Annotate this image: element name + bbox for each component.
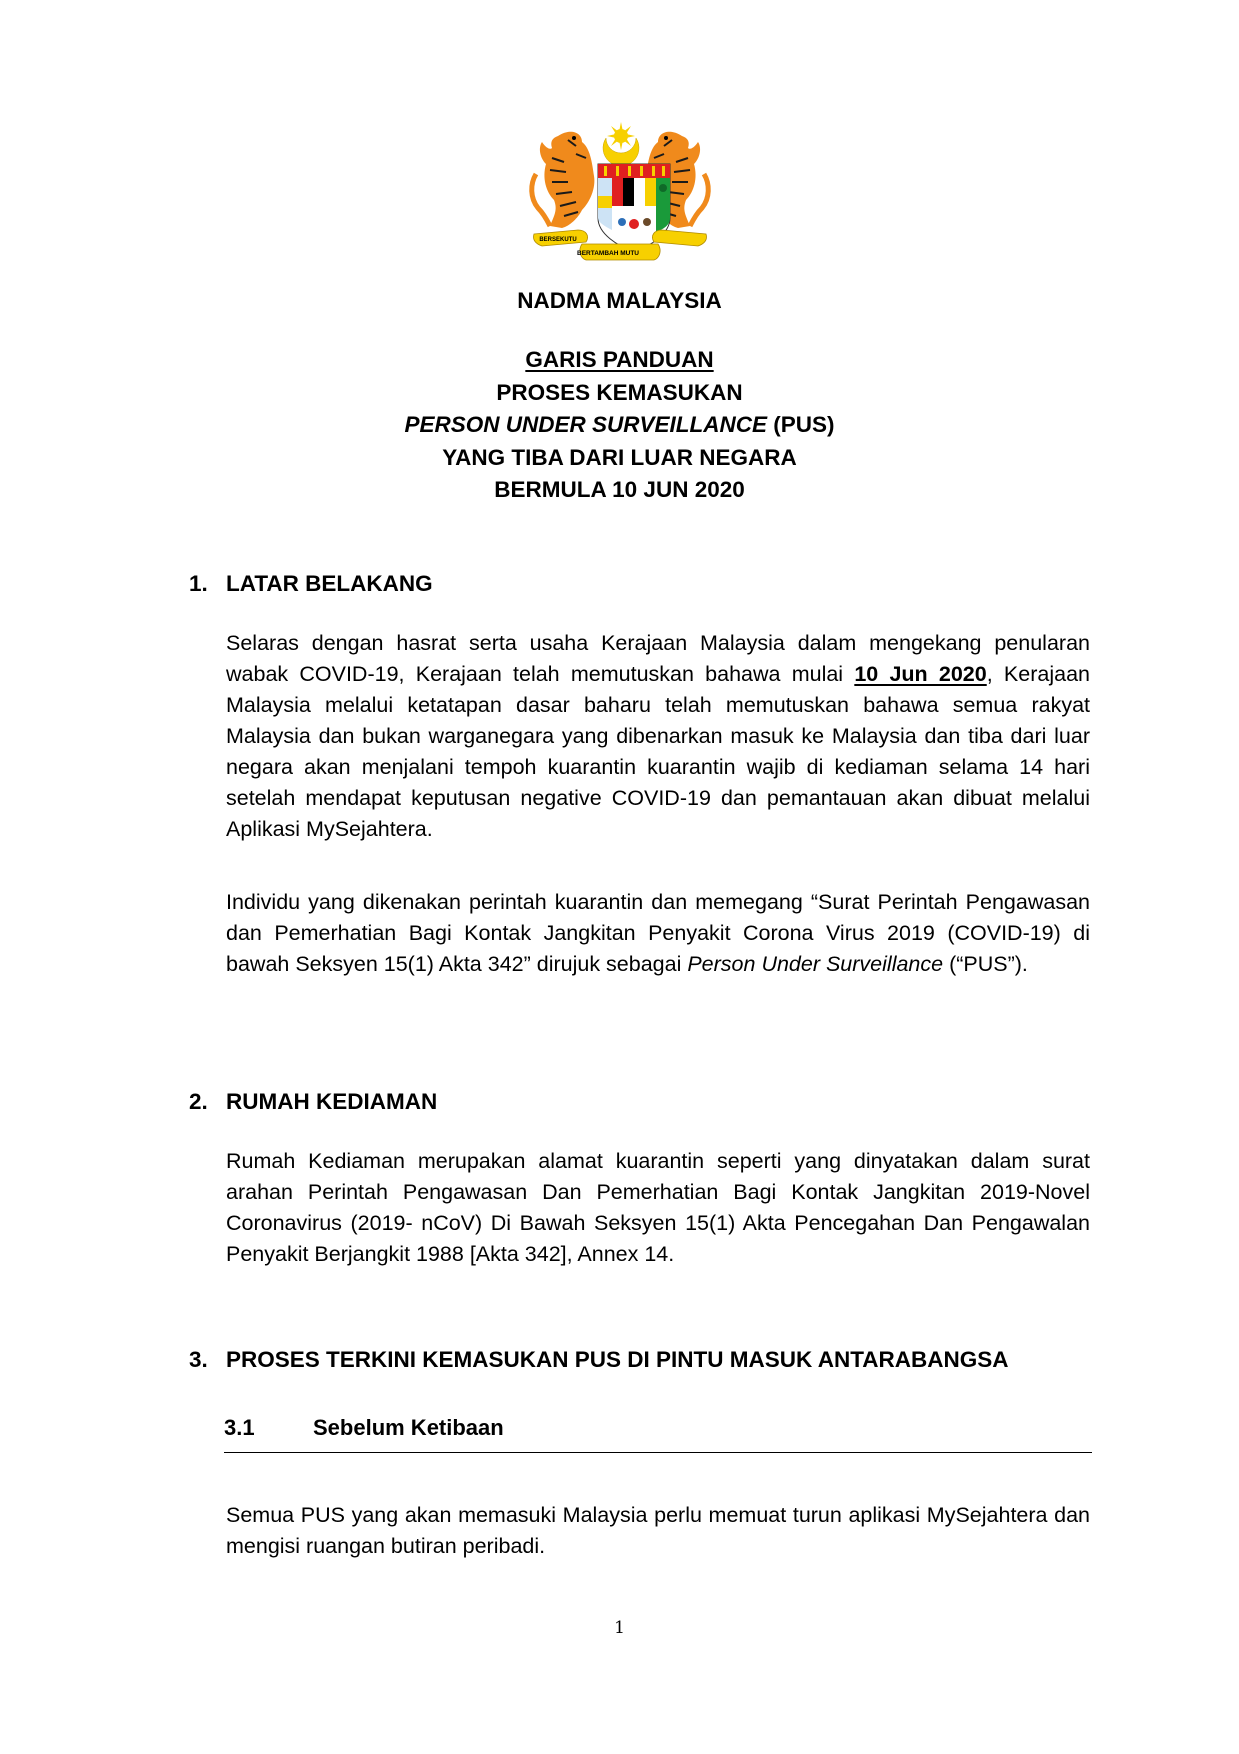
section-number: 1. <box>189 571 208 596</box>
title-line-2 <box>0 409 1239 442</box>
subsection-heading-3-1 <box>224 1415 1092 1453</box>
paragraph-text: (“PUS”). <box>943 952 1028 976</box>
section-title: LATAR BELAKANG <box>226 571 433 596</box>
title-line-3: YANG TIBA DARI LUAR NEGARA <box>442 444 797 470</box>
crest-motto-left: BERSEKUTU <box>539 237 577 243</box>
document-title <box>0 344 1239 507</box>
paragraph-text: Semua PUS yang akan memasuki Malaysia perlu memuat turun aplikasi MySejahtera dan mengisi ruangan butiran peribadi. <box>226 1503 1090 1558</box>
crest-motto-bottom: BERTAMBAH MUTU <box>577 250 639 257</box>
paragraph-text: , Kerajaan Malaysia melalui ketatapan dasar baharu telah memutuskan bahawa semua rakyat Malaysia dan bukan warganegara yang dibenarkan masuk ke Malaysia dan tiba dari luar negara akan menjalani tempoh kuarantin kuarantin wajib di kediaman selama 14 hari setelah mendapat keputusan negative COVID-19 dan pemantauan akan dibuat melalui Aplikasi MySejahtera. <box>226 662 1090 841</box>
effective-date: 10 Jun 2020 <box>854 662 987 686</box>
page-number: 1 <box>614 1618 625 1638</box>
section-number: 2. <box>189 1089 208 1114</box>
subsection-title: Sebelum Ketibaan <box>313 1415 504 1440</box>
paragraph-text: Rumah Kediaman merupakan alamat kuarantin seperti yang dinyatakan dalam surat arahan Perintah Pengawasan Dan Pemerhatian Bagi Kontak Jangkitan 2019-Novel Coronavirus (2019- nCoV) Di Bawah Seksyen 15(1) Akta Pencegahan Dan Pengawalan Penyakit Berjangkit 1988 [Akta 342], Annex 14. <box>226 1149 1090 1266</box>
title-line-2-rest: (PUS) <box>767 412 835 437</box>
section-heading-1 <box>189 571 433 597</box>
section-title: RUMAH KEDIAMAN <box>226 1089 438 1114</box>
title-line-4: BERMULA 10 JUN 2020 <box>494 477 745 502</box>
section-heading-3 <box>189 1347 1009 1373</box>
section-1-paragraph-1 <box>226 628 1090 845</box>
section-1-paragraph-2 <box>226 887 1090 980</box>
title-line-1: PROSES KEMASUKAN <box>496 379 743 405</box>
section-2-paragraph-1 <box>226 1146 1090 1270</box>
section-heading-2 <box>189 1089 437 1115</box>
paragraph-italic-term: Person Under Surveillance <box>687 952 944 976</box>
subsection-number: 3.1 <box>224 1415 255 1440</box>
section-number: 3. <box>189 1347 208 1372</box>
section-3-1-paragraph-1 <box>226 1500 1090 1562</box>
paragraph-text: Individu yang dikenakan perintah kuarantin dan memegang “Surat Perintah Pengawasan dan Pemerhatian Bagi Kontak Jangkitan Penyakit Corona Virus 2019 (COVID-19) di bawah Seksyen 15(1) Akta 342” dirujuk sebagai <box>226 890 1090 976</box>
malaysia-coat-of-arms-icon <box>520 118 720 264</box>
agency-name: NADMA MALAYSIA <box>517 288 722 313</box>
section-title: PROSES TERKINI KEMASUKAN PUS DI PINTU MASUK ANTARABANGSA <box>226 1347 1009 1372</box>
title-line-2-italic: PERSON UNDER SURVEILLANCE <box>404 412 768 437</box>
document-type: GARIS PANDUAN <box>525 347 714 372</box>
paragraph-text: Selaras dengan hasrat serta usaha Kerajaan Malaysia dalam mengekang penularan wabak COVID-19, Kerajaan telah memutuskan bahawa mulai <box>226 631 1090 686</box>
